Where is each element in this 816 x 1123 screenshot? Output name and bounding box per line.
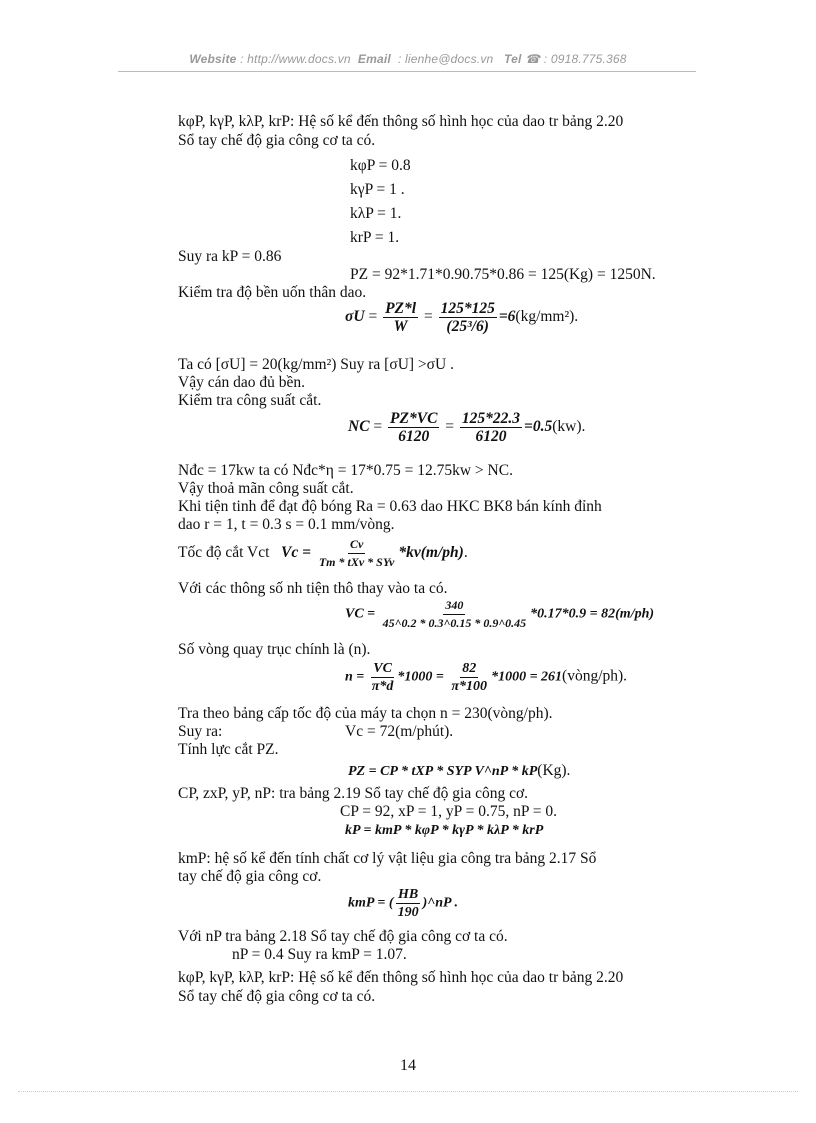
fraction: $\frac{125*125}{\text{(25³/6)}}$: [440, 300, 495, 335]
text-line: Kiểm tra công suất cắt.: [178, 392, 322, 409]
formula-kp: kP = kmP * kφP * kγP * kλP * krP: [345, 823, 544, 838]
formula-speed: Tốc độ cắt Vct Vc = $\frac{Cv}{\text{Tm * tXv * SYv}}$ *kv(m/ph).: [178, 537, 468, 569]
formula-vc: VC = $\frac{340}{45\^{}0.2 * 0.3\^{}0.15 * 0.9\^{}0.45}$ *0.17*0.9 = 82(m/ph): [345, 598, 655, 630]
tel-label: Tel: [504, 52, 522, 66]
fraction: $\frac{PZ*l}{W}$: [385, 300, 417, 335]
text-line: Vậy cán dao đủ bền.: [178, 374, 305, 391]
text-line: Số vòng quay trục chính là (n).: [178, 641, 371, 658]
footer-rule: [18, 1091, 798, 1092]
text-line: Suy ra kP = 0.86: [178, 248, 282, 265]
text-line: kφP = 0.8: [350, 157, 411, 174]
fraction: $\frac{125*22.3}{6120}$: [461, 410, 521, 445]
text-line: Suy ra:: [178, 723, 223, 740]
text-line: CP, zxP, yP, nP: tra bảng 2.19 Sổ tay chế độ gia công cơ.: [178, 785, 529, 802]
fraction: $\frac{VC}{\pi*d}$: [371, 661, 394, 694]
text-line: krP = 1.: [350, 229, 400, 246]
website-value: : http://www.docs.vn: [240, 52, 351, 66]
page-header: [0, 52, 816, 66]
text-line: CP = 92, xP = 1, yP = 0.75, nP = 0.: [340, 803, 557, 820]
formula-sigma: σU = $\frac{PZ*l}{W}$ = $\frac{125*125}{\text{(25³/6)}}$ =6(kg/mm²).: [345, 300, 579, 335]
text-line: kφP, kγP, kλP, krP: Hệ số kể đến thông số hình học của dao tr bảng 2.20: [178, 969, 624, 986]
tel-value: ☎ : 0918.775.368: [525, 52, 627, 66]
email-label: Email: [357, 52, 391, 66]
text-line: tay chế độ gia công cơ.: [178, 868, 322, 885]
formula-pz: PZ = CP * tXP * SYP V^nP * kP(Kg).: [348, 762, 571, 779]
header-rule: [118, 71, 696, 72]
formula-lhs: NC: [348, 418, 370, 436]
formula-lhs: σU: [345, 308, 365, 326]
text-line: Tra theo bảng cấp tốc độ của máy ta chọn n = 230(vòng/ph).: [178, 705, 553, 722]
text-line: Vậy thoả mãn công suất cắt.: [178, 480, 354, 497]
text-line: kmP: hệ số kể đến tính chất cơ lý vật liệu gia công tra bảng 2.17 Sổ: [178, 850, 597, 867]
text-line: Ta có [σU] = 20(kg/mm²) Suy ra [σU] >σU .: [178, 356, 454, 373]
text-line: kλP = 1.: [350, 205, 402, 222]
text-line: Sổ tay chế độ gia công cơ ta có.: [178, 988, 376, 1005]
text-line: nP = 0.4 Suy ra kmP = 1.07.: [232, 946, 407, 963]
text-line: dao r = 1, t = 0.3 s = 0.1 mm/vòng.: [178, 516, 395, 533]
formula-rpm: n = $\frac{VC}{\pi*d}$ *1000 = $\frac{82}{\pi*100}$ *1000 = 261(vòng/ph).: [345, 661, 628, 694]
fraction: $\frac{Cv}{\text{Tm * tXv * SYv}}$: [318, 537, 395, 569]
formula-power: NC = $\frac{PZ*VC}{6120}$ = $\frac{125*22.3}{6120}$ =0.5(kw).: [348, 410, 586, 445]
fraction: $\frac{HB}{190}$: [397, 887, 419, 920]
text-line: Với các thông số nh tiện thô thay vào ta có.: [178, 580, 448, 597]
text-line: Kiểm tra độ bền uốn thân dao.: [178, 284, 367, 301]
fraction: $\frac{82}{\pi*100}$: [451, 661, 488, 694]
fraction: $\frac{PZ*VC}{6120}$: [390, 410, 438, 445]
text-line: Sổ tay chế độ gia công cơ ta có.: [178, 132, 376, 149]
email-value: : lienhe@docs.vn: [397, 52, 494, 66]
text-line: kγP = 1 .: [350, 181, 405, 198]
text-line: PZ = 92*1.71*0.90.75*0.86 = 125(Kg) = 1250N.: [350, 266, 656, 283]
website-label: Website: [189, 52, 237, 66]
text-line: kφP, kγP, kλP, krP: Hệ số kể đến thông số hình học của dao tr bảng 2.20: [178, 113, 624, 130]
formula-kmp: kmP = ( $\frac{HB}{190}$ )^nP .: [348, 887, 459, 920]
text-line: Tính lực cắt PZ.: [178, 741, 279, 758]
text-line: Vc = 72(m/phút).: [345, 723, 454, 740]
page-number: 14: [400, 1057, 416, 1074]
text-line: Nđc = 17kw ta có Nđc*η = 17*0.75 = 12.75kw > NC.: [178, 462, 513, 479]
text-line: Với nP tra bảng 2.18 Sổ tay chế độ gia công cơ ta có.: [178, 928, 508, 945]
fraction: $\frac{340}{45\^{}0.2 * 0.3\^{}0.15 * 0.9\^{}0.45}$: [382, 598, 527, 630]
text-line: Khi tiện tinh để đạt độ bóng Ra = 0.63 dao HKC BK8 bán kính đỉnh: [178, 498, 602, 515]
